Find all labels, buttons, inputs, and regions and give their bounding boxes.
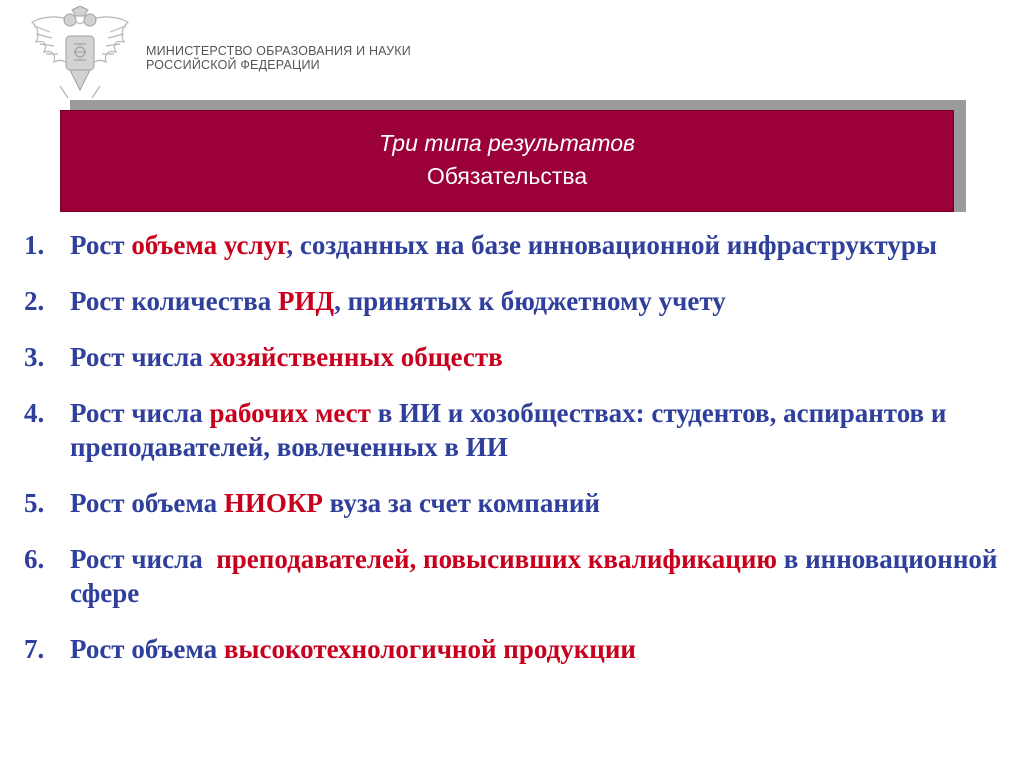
list-item	[24, 542, 1004, 610]
item-highlight: преподавателей, повысивших квалификацию	[216, 544, 778, 574]
item-highlight: объема услуг	[131, 230, 287, 260]
item-text: в ИИ и хозобществах: студентов, аспирантов и преподавателей, вовлеченных в ИИ	[70, 398, 947, 462]
item-text: Рост	[70, 230, 132, 260]
ministry-line-1: МИНИСТЕРСТВО ОБРАЗОВАНИЯ И НАУКИ	[146, 44, 411, 58]
item-text: вуза за счет компаний	[322, 488, 600, 518]
list-item	[24, 284, 1004, 318]
item-text: Рост количества	[70, 286, 278, 316]
results-list	[24, 228, 1004, 688]
list-item	[24, 340, 1004, 374]
banner-subtitle: Обязательства	[426, 163, 588, 189]
item-highlight: РИД	[277, 286, 335, 316]
banner-title: Три типа результатов	[379, 130, 635, 156]
item-highlight: хозяйственных обществ	[209, 342, 503, 372]
ministry-line-2: РОССИЙСКОЙ ФЕДЕРАЦИИ	[146, 58, 320, 72]
list-item	[24, 228, 1004, 262]
item-text: , принятых к бюджетному учету	[334, 286, 726, 316]
title-banner	[60, 110, 954, 212]
item-highlight: высокотехнологичной продукции	[223, 634, 636, 664]
item-text: Рост объема	[70, 634, 224, 664]
item-text: в инновационной сфере	[70, 544, 998, 608]
item-number: 1.	[24, 230, 45, 260]
item-highlight: НИОКР	[223, 488, 323, 518]
ministry-name	[146, 44, 411, 72]
item-text: Рост объема	[70, 488, 224, 518]
item-text: Рост числа	[70, 398, 210, 428]
list-item	[24, 396, 1004, 464]
item-number: 7.	[24, 634, 45, 664]
item-number: 6.	[24, 544, 45, 574]
item-text: Рост числа	[70, 544, 217, 574]
list-item	[24, 486, 1004, 520]
item-text: Рост числа	[70, 342, 210, 372]
item-number: 2.	[24, 286, 45, 316]
item-highlight: рабочих мест	[209, 398, 371, 428]
list-item	[24, 632, 1004, 666]
item-number: 5.	[24, 488, 45, 518]
item-number: 3.	[24, 342, 45, 372]
coat-of-arms-icon	[26, 6, 134, 102]
item-text: , созданных на базе инновационной инфраструктуры	[286, 230, 937, 260]
item-number: 4.	[24, 398, 45, 428]
